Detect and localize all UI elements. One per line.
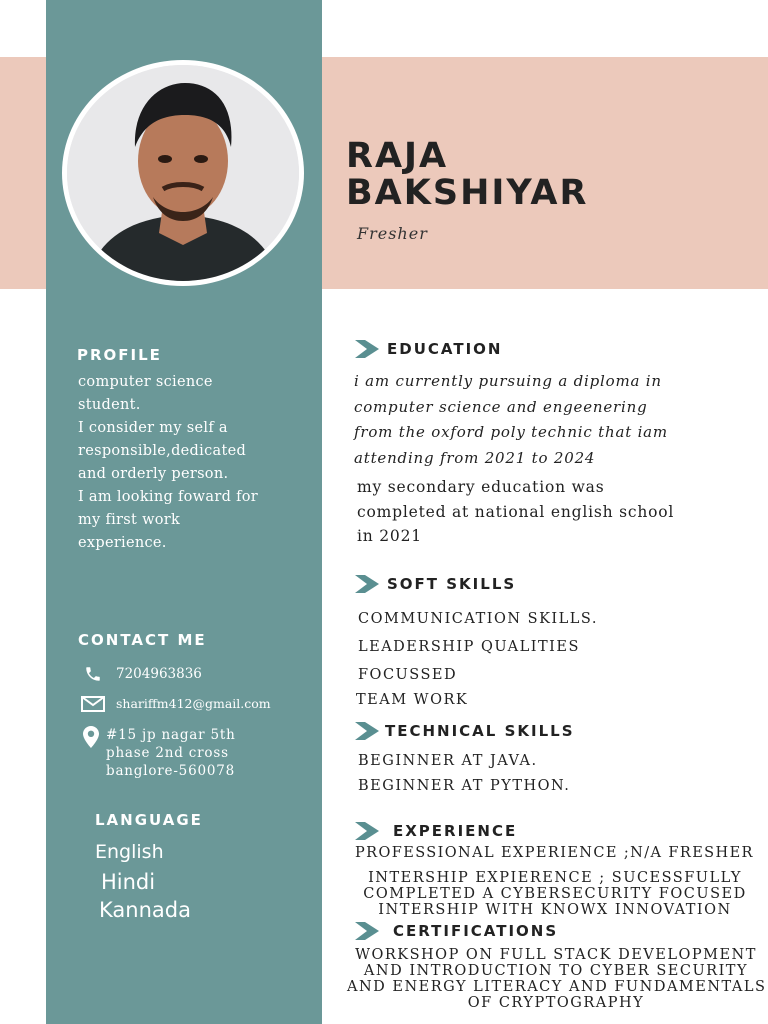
profile-line: my first work (78, 512, 181, 528)
profile-line: computer science (78, 374, 213, 390)
education-current (354, 369, 668, 471)
contact-heading: CONTACT ME (78, 631, 207, 649)
professional-experience: PROFESSIONAL EXPERIENCE ;N/A FRESHER (355, 845, 754, 861)
education-heading-label: EDUCATION (387, 340, 503, 358)
address-line: phase 2nd cross (106, 745, 229, 761)
chevron-right-icon (355, 575, 381, 593)
phone-number[interactable]: 7204963836 (116, 666, 202, 682)
chevron-right-icon (355, 822, 381, 840)
education-line: computer science and engeenering (354, 397, 648, 416)
education-line: i am currently pursuing a diploma in (354, 372, 662, 390)
profile-line: experience. (78, 535, 167, 551)
education-secondary (357, 475, 674, 549)
soft-skills-heading (355, 575, 516, 593)
chevron-right-icon (355, 722, 381, 740)
address-line: #15 jp nagar 5th (106, 727, 236, 743)
internship-experience (350, 870, 760, 918)
person-portrait-icon (67, 65, 299, 281)
certifications-heading-label: CERTIFICATIONS (393, 922, 559, 940)
email-row (80, 693, 271, 715)
email-address[interactable]: shariffm412@gmail.com (116, 696, 271, 711)
address-line: banglore-560078 (106, 763, 236, 779)
language-item: Hindi (101, 870, 156, 894)
internship-line: COMPLETED A CYBERSECURITY FOCUSED (363, 886, 747, 902)
phone-row (80, 663, 202, 685)
profile-line: I am looking foward for (78, 489, 258, 505)
profile-photo (67, 65, 299, 281)
certification-line: WORKSHOP ON FULL STACK DEVELOPMENT (355, 947, 757, 963)
education-heading (355, 340, 502, 358)
chevron-right-icon (355, 340, 381, 358)
location-pin-icon (80, 726, 102, 748)
profile-line: I consider my self a (78, 420, 228, 436)
mail-icon (80, 693, 106, 715)
education-line: my secondary education was (357, 478, 605, 496)
technical-skill-item: BEGINNER AT JAVA. (358, 753, 538, 769)
experience-heading-label: EXPERIENCE (393, 822, 518, 840)
profile-line: responsible,dedicated (78, 443, 247, 459)
profile-text (78, 371, 258, 555)
education-line: completed at national english school (357, 502, 675, 521)
certifications-text (347, 947, 765, 1011)
education-line: from the oxford poly technic that iam (354, 423, 668, 441)
internship-line: INTERSHIP WITH KNOWX INNOVATION (378, 902, 732, 918)
technical-skills-heading-label: TECHNICAL SKILLS (385, 722, 575, 740)
soft-skill-item: COMMUNICATION SKILLS. (358, 611, 598, 627)
profile-heading: PROFILE (77, 346, 162, 364)
profile-line: and orderly person. (78, 466, 229, 482)
education-line: in 2021 (357, 527, 422, 545)
technical-skill-item: BEGINNER AT PYTHON. (358, 778, 571, 794)
phone-icon (80, 663, 106, 685)
certification-line: AND ENERGY LITERACY AND FUNDAMENTALS (347, 979, 767, 995)
soft-skill-item: TEAM WORK (356, 692, 469, 708)
soft-skill-item: FOCUSSED (358, 667, 458, 683)
certification-line: OF CRYPTOGRAPHY (467, 995, 645, 1011)
language-heading: LANGUAGE (95, 811, 203, 829)
address-text (106, 726, 236, 780)
name-line-1: RAJA (346, 136, 449, 176)
job-title: Fresher (357, 224, 428, 243)
soft-skills-heading-label: SOFT SKILLS (387, 575, 517, 593)
technical-skills-heading (355, 722, 575, 740)
certification-line: AND INTRODUCTION TO CYBER SECURITY (363, 963, 749, 979)
address-row (80, 726, 236, 780)
chevron-right-icon (355, 922, 381, 940)
certifications-heading (355, 922, 558, 940)
education-line: attending from 2021 to 2024 (354, 448, 596, 467)
profile-line: student. (78, 397, 141, 413)
experience-heading (355, 822, 517, 840)
language-item: English (95, 841, 164, 863)
soft-skill-item: LEADERSHIP QUALITIES (358, 639, 580, 655)
candidate-name (346, 138, 588, 212)
internship-line: INTERSHIP EXPIERENCE ; SUCESSFULLY (368, 870, 742, 886)
profile-photo-frame (62, 60, 304, 286)
name-line-2: BAKSHIYAR (346, 173, 589, 213)
language-item: Kannada (99, 898, 191, 922)
